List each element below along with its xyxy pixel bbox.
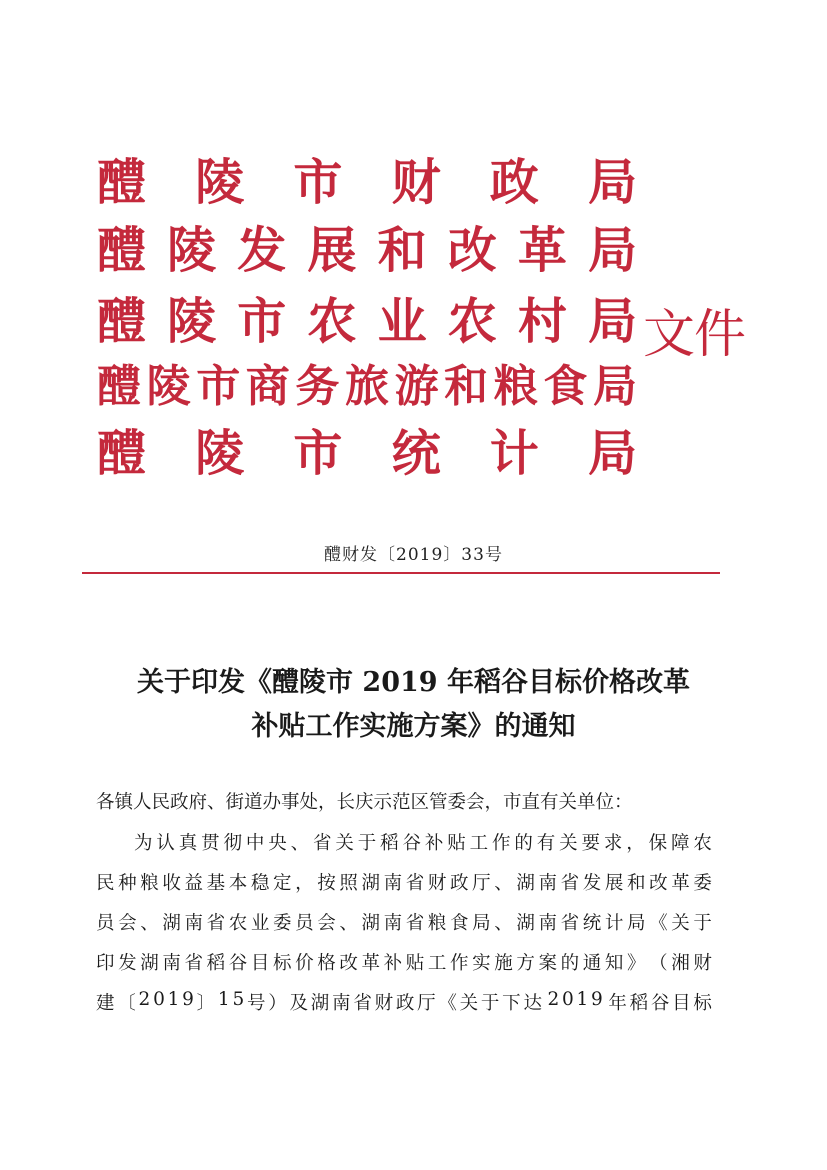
red-divider-line (82, 572, 720, 574)
char: 0 (561, 989, 574, 1010)
char: 标 (693, 993, 712, 1014)
char: 南 (332, 993, 351, 1014)
issuer-agriculture-bureau (97, 289, 637, 353)
char: 要 (581, 833, 601, 854)
char: 政 (489, 153, 539, 211)
char: 号 (246, 993, 266, 1014)
char: 省 (353, 993, 372, 1014)
char: 方 (516, 953, 535, 974)
char: 2 (547, 989, 560, 1010)
char: 补 (383, 953, 403, 974)
char: 保 (648, 833, 668, 854)
char: 委 (273, 913, 292, 934)
char: 定 (273, 873, 292, 894)
char: 真 (178, 833, 198, 854)
char: 和 (627, 873, 646, 894)
char: ， (295, 873, 314, 894)
body-line-4 (96, 949, 712, 975)
char: 农 (228, 913, 248, 934)
char: 陵 (167, 221, 217, 279)
issuer-statistics-bureau (97, 421, 637, 485)
char: 稻 (629, 993, 649, 1014)
char: 稻 (380, 833, 399, 854)
char: 求 (603, 833, 623, 854)
char: 农 (693, 833, 712, 854)
char: 民 (96, 873, 115, 894)
char: 粮 (427, 913, 447, 934)
char: 》 (627, 953, 646, 974)
char: 稻 (206, 953, 226, 974)
char: 彻 (223, 833, 243, 854)
char: 关 (559, 833, 578, 854)
char: 于 (357, 833, 377, 854)
char: 省 (560, 873, 580, 894)
char: ， (626, 833, 645, 854)
char: 醴 (97, 221, 147, 279)
char: 陵 (195, 153, 245, 211)
char: 食 (450, 913, 469, 934)
char: 9 (182, 989, 194, 1010)
char: ） (268, 993, 287, 1014)
char: 湖 (516, 913, 535, 934)
char: 展 (604, 873, 624, 894)
char: 业 (377, 292, 427, 350)
char: 财 (693, 953, 712, 974)
char: 醴 (97, 292, 147, 350)
char: 发 (582, 873, 602, 894)
char: 南 (538, 873, 558, 894)
char: 有 (536, 833, 556, 854)
char: 局 (587, 292, 637, 350)
char: 南 (184, 913, 204, 934)
body-line-5 (96, 989, 712, 1015)
char: 陵 (146, 361, 191, 412)
char: 、 (494, 873, 513, 894)
body-line-3 (96, 909, 712, 935)
char: 5 (232, 989, 245, 1010)
char: 补 (424, 833, 444, 854)
title-line-2: 补贴工作实施方案》的通知 (251, 711, 576, 742)
char: 央 (268, 833, 287, 854)
char: 政 (450, 873, 469, 894)
char: 改 (339, 953, 358, 974)
char: 认 (156, 833, 175, 854)
char: 按 (317, 873, 336, 894)
issuer-development-reform-bureau (97, 218, 637, 282)
char: 种 (118, 873, 137, 894)
char: 省 (405, 873, 425, 894)
char: 、 (140, 913, 159, 934)
char: 关 (335, 833, 354, 854)
char: 谷 (650, 993, 670, 1014)
char: 通 (582, 953, 602, 974)
char: 贯 (201, 833, 220, 854)
char: 发 (237, 221, 287, 279)
char: 市 (196, 361, 241, 412)
char: 1 (576, 989, 589, 1010)
char: 于 (693, 913, 712, 934)
char: 〕 (196, 993, 216, 1014)
char: 展 (307, 221, 357, 279)
char: 1 (167, 989, 180, 1010)
char: 陵 (167, 292, 217, 350)
char: 员 (295, 913, 314, 934)
char: 发 (118, 953, 137, 974)
char: 员 (96, 913, 115, 934)
char: 印 (96, 953, 115, 974)
char: 革 (671, 873, 690, 894)
char: 局 (587, 153, 637, 211)
char: 谷 (402, 833, 422, 854)
body-line-1 (134, 829, 712, 855)
char: 省 (560, 913, 580, 934)
char: 醴 (97, 424, 147, 482)
char: 贴 (447, 833, 466, 854)
salutation: 各镇人民政府、街道办事处，长庆示范区管委会，市直有关单位： (96, 792, 633, 813)
title-line-1: 关于印发《醴陵市 2019 年稻谷目标价格改革 (137, 667, 690, 698)
char: 、 (339, 913, 358, 934)
char: 照 (339, 873, 358, 894)
document-suffix: 文件 (643, 305, 746, 365)
char: 省 (206, 913, 226, 934)
char: 湖 (162, 913, 181, 934)
char: 农 (307, 292, 357, 350)
char: 湖 (140, 953, 159, 974)
char: 业 (250, 913, 270, 934)
issuer-commerce-tourism-grain-bureau (97, 355, 637, 419)
char: 目 (672, 993, 691, 1014)
char: 基 (206, 873, 226, 894)
char: 谷 (228, 953, 248, 974)
char: 省 (405, 913, 425, 934)
char: 9 (591, 989, 603, 1010)
char: 务 (295, 361, 340, 412)
char: 政 (395, 993, 415, 1014)
char: 《 (438, 993, 457, 1014)
char: 游 (394, 361, 439, 412)
char: 价 (295, 953, 314, 974)
char: 实 (472, 953, 491, 974)
char: 统 (391, 424, 441, 482)
char: 知 (604, 953, 624, 974)
char: 粮 (140, 873, 159, 894)
char: 、 (290, 833, 310, 854)
char: 湖 (361, 913, 381, 934)
char: 益 (184, 873, 204, 894)
char: 市 (293, 424, 343, 482)
char: 局 (592, 361, 637, 412)
char: 和 (377, 221, 427, 279)
char: 南 (383, 873, 403, 894)
char: 计 (604, 913, 624, 934)
char: 革 (361, 953, 381, 974)
char: 施 (494, 953, 513, 974)
char: 粮 (493, 361, 538, 412)
char: 障 (671, 833, 690, 854)
char: 醴 (97, 153, 147, 211)
document-number: 醴财发〔2019〕33号 (324, 545, 503, 565)
char: 收 (162, 873, 181, 894)
char: 局 (627, 913, 646, 934)
char: 省 (313, 833, 332, 854)
char: 和 (444, 361, 489, 412)
char: 〔 (117, 993, 136, 1014)
char: 案 (538, 953, 558, 974)
char: 贴 (405, 953, 425, 974)
char: 作 (492, 833, 511, 854)
char: 《 (649, 913, 668, 934)
char: 为 (134, 833, 153, 854)
char: 湘 (671, 953, 690, 974)
char: 计 (489, 424, 539, 482)
char: 改 (649, 873, 668, 894)
body-line-2 (96, 869, 712, 895)
char: 本 (228, 873, 248, 894)
char: 建 (96, 993, 115, 1014)
char: 旅 (344, 361, 389, 412)
char: 下 (502, 993, 521, 1014)
char: 改 (447, 221, 497, 279)
char: 商 (245, 361, 290, 412)
char: 财 (427, 873, 447, 894)
char: 于 (480, 993, 500, 1014)
char: 关 (459, 993, 479, 1014)
char: 南 (383, 913, 403, 934)
char: （ (649, 953, 668, 974)
char: 市 (293, 153, 343, 211)
char: 0 (153, 989, 165, 1010)
char: 会 (317, 913, 336, 934)
char: 工 (427, 953, 447, 974)
char: 厅 (472, 873, 491, 894)
char: 农 (447, 292, 497, 350)
char: 会 (118, 913, 137, 934)
char: 市 (237, 292, 287, 350)
char: 工 (469, 833, 489, 854)
char: 、 (494, 913, 513, 934)
char: 格 (317, 953, 336, 974)
char: 统 (582, 913, 602, 934)
char: 局 (472, 913, 491, 934)
char: 湖 (516, 873, 535, 894)
char: 湖 (361, 873, 381, 894)
char: 的 (560, 953, 580, 974)
char: 局 (587, 424, 637, 482)
char: 醴 (97, 361, 141, 412)
char: 湖 (310, 993, 330, 1014)
char: 的 (514, 833, 533, 854)
char: 稳 (250, 873, 270, 894)
char: 2 (138, 989, 151, 1010)
char: 1 (217, 989, 230, 1010)
char: 标 (273, 953, 292, 974)
char: 食 (543, 361, 588, 412)
char: 财 (374, 993, 394, 1014)
char: 关 (671, 913, 690, 934)
issuer-finance-bureau (97, 150, 637, 214)
char: 南 (162, 953, 181, 974)
char: 委 (693, 873, 712, 894)
char: 目 (250, 953, 270, 974)
char: 年 (608, 993, 627, 1014)
char: 及 (289, 993, 309, 1014)
char: 村 (517, 292, 567, 350)
char: 中 (245, 833, 265, 854)
char: 作 (450, 953, 469, 974)
char: 陵 (195, 424, 245, 482)
char: 财 (391, 153, 441, 211)
char: 南 (538, 913, 558, 934)
char: 省 (184, 953, 204, 974)
char: 革 (517, 221, 567, 279)
char: 局 (587, 221, 637, 279)
char: 达 (523, 993, 542, 1014)
char: 厅 (417, 993, 436, 1014)
